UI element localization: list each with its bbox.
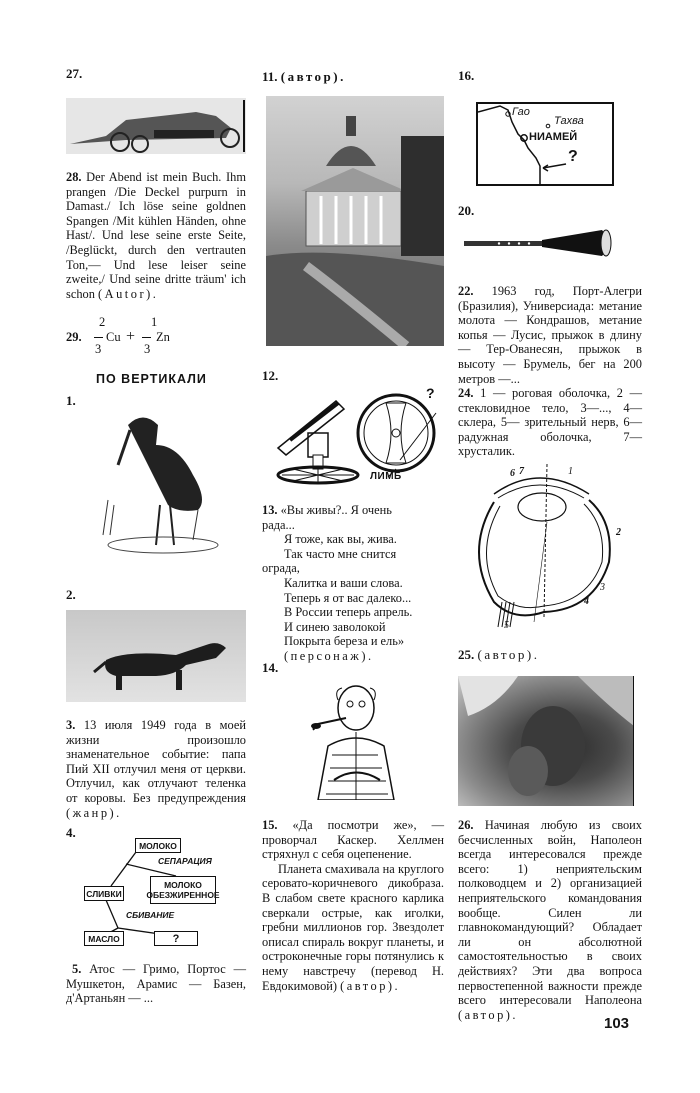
plus-sign: + [126, 328, 136, 345]
item-v22 [458, 284, 642, 386]
item-v15-text-paragraph2: Планета смахивала на круглого серовато-коричневого дикобраза. В слабом свете красного карлика сверкали острые, как иголки, гребни миллионов гор. Звездолет описал спираль вокруг планеты, и остроконечные горы потянулись к нему навстречу (перевод Н. Евдокимовой) [262, 861, 444, 993]
item-v13-number: 13. [262, 503, 278, 517]
item-v20-number: 20. [458, 203, 475, 218]
item-v11-tag: (автор). [280, 69, 346, 84]
item-v14-image [298, 680, 408, 800]
poem-line: «Вы живы?.. Я очень [280, 503, 392, 517]
item-27-number: 27. [66, 66, 83, 81]
item-v12-number: 12. [262, 368, 279, 383]
item-v1-number: 1. [66, 393, 76, 408]
item-v24-number: 24. [458, 386, 474, 400]
node-butter: МАСЛО [84, 931, 124, 946]
item-v11-number: 11. [262, 69, 278, 84]
fraction2-denominator: 3 [144, 342, 151, 356]
mansion-illustration [266, 96, 444, 346]
item-v4-diagram [66, 838, 246, 956]
item-v22-number: 22. [458, 284, 474, 298]
item-28-text: Der Abend ist mein Buch. Ihm prangen /Die Deckel purpurn in Damast./ Ich löse seine goldnen Spangen /Mit kühlen Händen, ohne Hast/. Und lese seine erste Seite, /Beglückt, durch den vertrauten Ton,— Und lese leiser seine zweite,/ Und seine dritte träum' ich schon [66, 170, 246, 301]
item-v24-eye-diagram [464, 462, 621, 631]
limb-label: ЛИМБ [370, 471, 402, 482]
item-v22-text: 1963 год, Порт-Алегри (Бразилия), Универсиада: метание молота — Кондрашов, метание копья — Лусис, прыжок в длину — Тер-Ованесян, прыжок в высоту — Брумель, бег на 200 метров —... [458, 284, 642, 386]
label-churning: СБИВАНИЕ [126, 910, 175, 920]
item-v15-tag: (автор). [340, 978, 401, 993]
map-label-gao: Гао [512, 106, 530, 118]
sculpture-illustration [458, 676, 634, 806]
item-v16-map [476, 102, 614, 186]
item-28 [66, 170, 246, 301]
item-v24-text: 1 — роговая оболочка, 2 — стекловидное тело, 3—..., 4— склера, 5— зрительный нерв, 6— радужная оболочка, 7— хрусталик. [458, 386, 642, 459]
item-29-formula [66, 315, 246, 359]
eye-label: 7 [519, 466, 524, 477]
eye-label: 2 [616, 527, 621, 538]
man-with-pipe-illustration [298, 680, 408, 800]
map-question-mark: ? [568, 148, 578, 165]
item-29-number: 29. [66, 330, 82, 344]
poem-line: Так часто мне снится [284, 546, 397, 561]
item-v5-text: Атос — Гримо, Портос — Мушкетон, Арамис — Базен, д'Артаньян — ... [66, 962, 246, 1006]
item-v3 [66, 718, 246, 820]
item-v25-image [458, 676, 634, 806]
item-v15 [262, 818, 444, 993]
item-v5-number: 5. [72, 962, 82, 976]
node-milk: МОЛОКО [135, 838, 181, 853]
poem-line: ограда, [262, 561, 300, 576]
item-v15-number: 15. [262, 818, 278, 832]
section-heading: ПО ВЕРТИКАЛИ [96, 372, 207, 386]
item-v13-tag: (персонаж). [284, 648, 374, 663]
machine-illustration [66, 98, 246, 154]
map-label-tahoua: Тахва [554, 115, 584, 127]
item-v3-number: 3. [66, 718, 76, 732]
fraction1-denominator: 3 [95, 342, 102, 356]
eye-label: 3 [600, 582, 605, 593]
item-v25-tag: (автор). [477, 647, 540, 662]
eye-label: 6 [510, 468, 515, 479]
eye-label: 4 [584, 596, 589, 607]
item-v12-image [268, 385, 440, 485]
node-skim-milk [146, 876, 220, 904]
item-v26-number: 26. [458, 818, 474, 832]
item-v15-paragraph2 [262, 862, 444, 993]
node-cream: СЛИВКИ [84, 886, 124, 901]
node-skim-milk-line2: ОБЕЗЖИРЕННОЕ [146, 890, 220, 900]
item-27-image [66, 98, 246, 154]
item-v5 [66, 962, 246, 1006]
poem-line: Калитка и ваши слова. [284, 575, 403, 590]
item-v2-number: 2. [66, 587, 76, 602]
item-v16-number: 16. [458, 68, 475, 83]
eye-cross-section [464, 462, 614, 630]
item-v3-tag: (жанр). [66, 805, 122, 820]
wind-instrument-illustration [464, 228, 614, 258]
item-v26-text: Начиная любую из своих бесчисленных войн, Наполеон всегда интересовался прежде всего: 1) неприятельским полководцем и 2) организацией неприятельского командования вообще. Силен ли главнокомандующий? Обладает ли он абсолютной самостоятельностью в своих действиях? Эти два вопроса первостепенной важности прежде всего интересовали Наполеона [458, 818, 642, 1008]
item-v14-number: 14. [262, 660, 279, 675]
item-v1-image [98, 405, 223, 555]
stork-illustration [98, 405, 223, 555]
item-v25-number: 25. [458, 647, 475, 662]
poem-line: Покрыта береза и ель» [284, 634, 405, 649]
item-28-tag: (Autor). [98, 286, 159, 301]
eye-label: 5 [504, 620, 509, 631]
item-v2-image [66, 610, 246, 702]
poem-line: рада... [262, 517, 295, 532]
river-line [478, 104, 612, 184]
item-28-number: 28. [66, 170, 82, 184]
page-number: 103 [604, 1015, 630, 1032]
label-separation: СЕПАРАЦИЯ [158, 856, 212, 866]
poem-line: Теперь я от вас далеко... [284, 590, 412, 605]
item-v11-image [266, 96, 444, 346]
element-cu: Cu [106, 330, 121, 344]
theodolite-question-mark: ? [426, 385, 435, 401]
fraction1-numerator: 2 [99, 315, 106, 329]
item-v15-text-paragraph1: «Да посмотри же», — проворчал Каскер. Хеллмен стряхнул с себя оцепенение. [262, 818, 444, 862]
item-v20-image [464, 228, 614, 258]
map-label-niamey: НИАМЕЙ [529, 131, 578, 143]
theodolite-illustration [268, 385, 440, 485]
item-v24 [458, 386, 642, 459]
node-unknown: ? [154, 931, 198, 946]
item-v13 [262, 503, 444, 664]
fraction2-numerator: 1 [151, 315, 158, 329]
dachshund-illustration [66, 610, 246, 702]
item-v11 [262, 70, 444, 85]
element-zn: Zn [156, 330, 170, 344]
node-skim-milk-line1: МОЛОКО [164, 880, 202, 890]
item-v25 [458, 648, 642, 663]
item-v4-number: 4. [66, 825, 76, 840]
item-v26 [458, 818, 642, 1022]
eye-label: 1 [568, 466, 573, 477]
poem-line: Я тоже, как вы, жива. [284, 532, 397, 547]
item-v3-text: 13 июля 1949 года в моей жизни произошло знаменательное событие: папа Пий XII отлучил меня от церкви. Отлучил, как отлучают теленка от коровы. Без предупреждения [66, 718, 246, 805]
poem-line: В России теперь апрель. [284, 605, 413, 620]
item-v26-tag: (автор). [458, 1007, 519, 1022]
poem-line: И синею заволокой [284, 619, 386, 634]
